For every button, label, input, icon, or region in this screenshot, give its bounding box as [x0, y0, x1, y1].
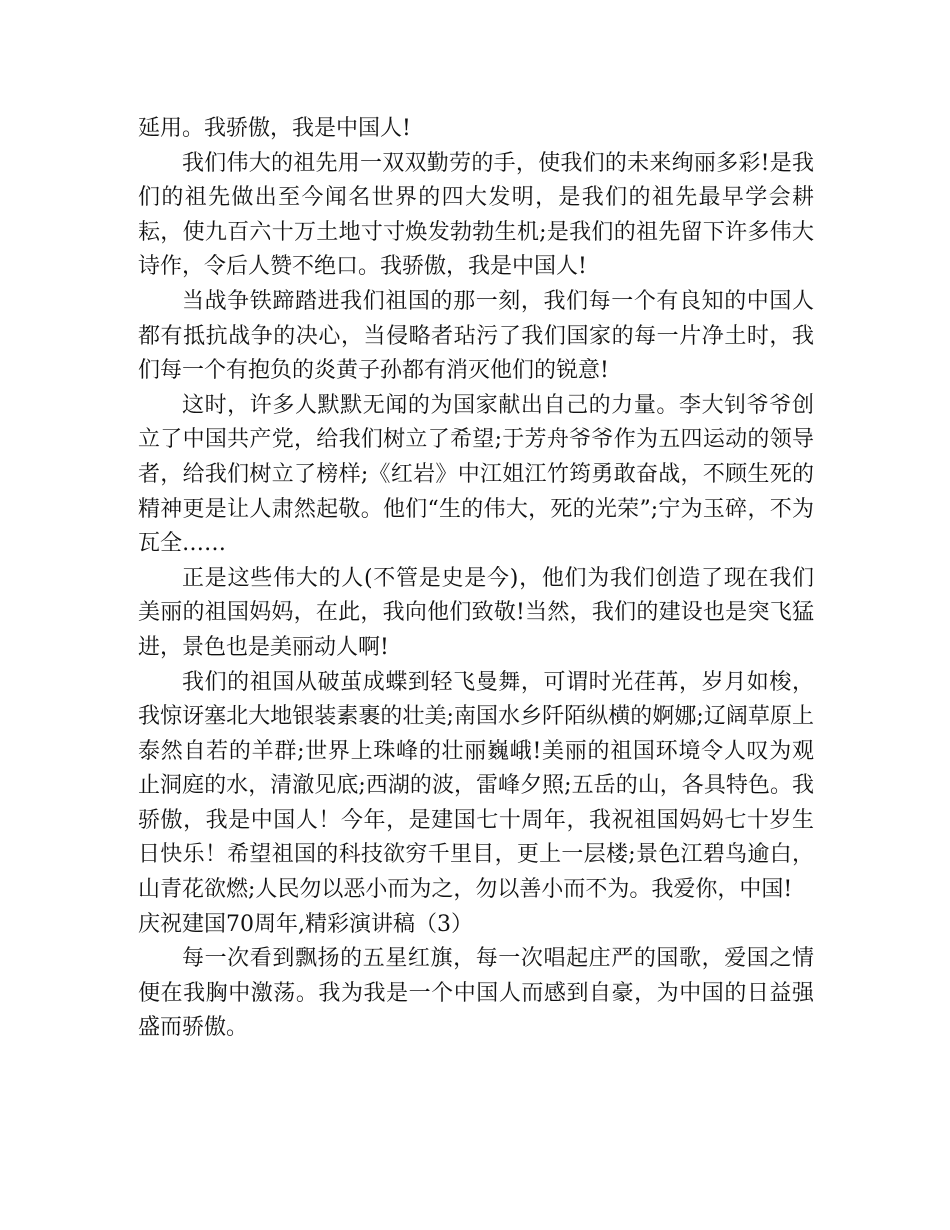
paragraph-heroes: 这时，许多人默默无闻的为国家献出自己的力量。李大钊爷爷创立了中国共产党，给我们树立了希望;于芳舟爷爷作为五四运动的领导者，给我们树立了榜样;《红岩》中江姐江竹筠勇敢奋战，不顾生死的精神更是让人肃然起敬。他们“生的伟大，死的光荣”;宁为玉碎，不为瓦全…… — [138, 392, 814, 557]
paragraph-tribute: 正是这些伟大的人(不管是史是今)，他们为我们创造了现在我们美丽的祖国妈妈，在此，我向他们致敬!当然，我们的建设也是突飞猛进，景色也是美丽动人啊! — [138, 565, 814, 660]
section-heading: 庆祝建国70周年,精彩演讲稿（3） — [138, 911, 473, 937]
paragraph-ancestors: 我们伟大的祖先用一双双勤劳的手，使我们的未来绚丽多彩!是我们的祖先做出至今闻名世界的四大发明，是我们的祖先最早学会耕耘，使九百六十万土地寸寸焕发勃勃生机;是我们的祖先留下许多伟大诗作，令后人赞不绝口。我骄傲，我是中国人! — [138, 150, 814, 280]
paragraph-continuation: 延用。我骄傲，我是中国人! — [138, 116, 411, 141]
paragraph-flag: 每一次看到飘扬的五星红旗，每一次唱起庄严的国歌，爱国之情便在我胸中激荡。我为我是一个中国人而感到自豪，为中国的日益强盛而骄傲。 — [138, 946, 814, 1041]
document-body — [138, 112, 814, 1046]
paragraph-scenery: 我们的祖国从破茧成蝶到轻飞曼舞，可谓时光荏苒，岁月如梭，我惊讶塞北大地银装素裹的壮美;南国水乡阡陌纵横的婀娜;辽阔草原上泰然自若的羊群;世界上珠峰的壮丽巍峨!美丽的祖国环境令人叹为观止洞庭的水，清澈见底;西湖的波，雷峰夕照;五岳的山，各具特色。我骄傲，我是中国人！今年，是建国七十周年，我祝祖国妈妈七十岁生日快乐！希望祖国的科技欲穷千里目，更上一层楼;景色江碧鸟逾白，山青花欲燃;人民勿以恶小而为之，勿以善小而不为。我爱你，中国! — [138, 669, 814, 903]
paragraph-war: 当战争铁蹄踏进我们祖国的那一刻，我们每一个有良知的中国人都有抵抗战争的决心，当侵略者玷污了我们国家的每一片净土时，我们每一个有抱负的炎黄子孙都有消灭他们的锐意! — [138, 288, 814, 384]
